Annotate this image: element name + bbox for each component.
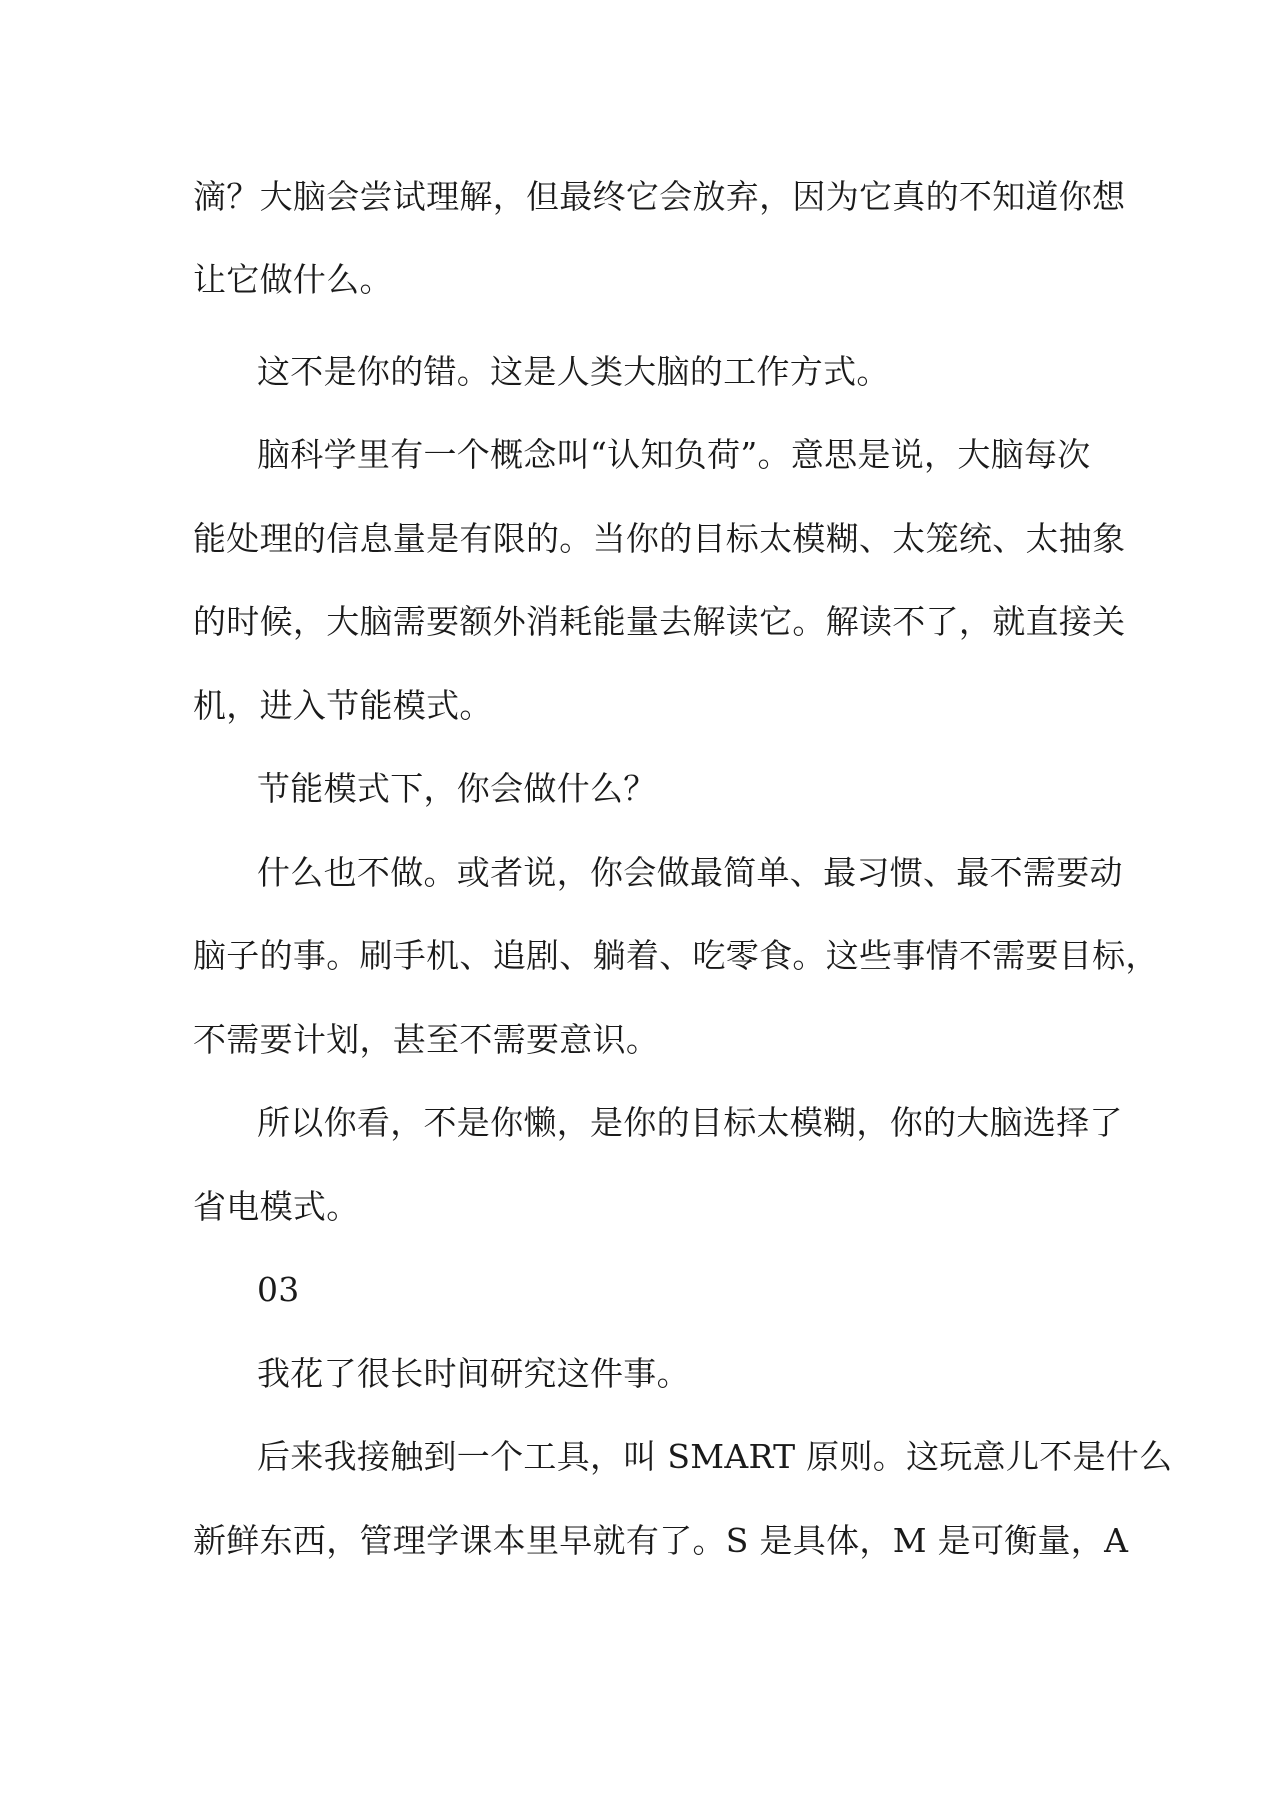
text-line: 新鲜东西，管理学课本里早就有了。S 是具体，M 是可衡量，A bbox=[193, 1521, 1129, 1560]
text-line: 后来我接触到一个工具，叫 SMART 原则。这玩意儿不是什么 bbox=[257, 1437, 1173, 1476]
text-line: 我花了很长时间研究这件事。 bbox=[257, 1354, 690, 1393]
text-line: 节能模式下，你会做什么？ bbox=[257, 769, 657, 808]
text-line: 省电模式。 bbox=[193, 1187, 360, 1226]
text-line: 脑子的事。刷手机、追剧、躺着、吃零食。这些事情不需要目标， bbox=[193, 936, 1159, 975]
section-number: 03 bbox=[257, 1270, 300, 1309]
text-line: 什么也不做。或者说，你会做最简单、最习惯、最不需要动 bbox=[257, 853, 1123, 892]
text-line: 不需要计划，甚至不需要意识。 bbox=[193, 1020, 660, 1059]
text-line: 能处理的信息量是有限的。当你的目标太模糊、太笼统、太抽象 bbox=[193, 519, 1126, 558]
text-line: 的时候，大脑需要额外消耗能量去解读它。解读不了，就直接关 bbox=[193, 602, 1126, 641]
text-line: 机，进入节能模式。 bbox=[193, 686, 493, 725]
text-line: 滴？大脑会尝试理解，但最终它会放弃，因为它真的不知道你想 bbox=[193, 177, 1126, 216]
text-line: 让它做什么。 bbox=[193, 260, 393, 299]
text-line: 所以你看，不是你懒，是你的目标太模糊，你的大脑选择了 bbox=[257, 1103, 1123, 1142]
text-line: 脑科学里有一个概念叫“认知负荷”。意思是说，大脑每次 bbox=[257, 435, 1091, 474]
text-line: 这不是你的错。这是人类大脑的工作方式。 bbox=[257, 352, 890, 391]
